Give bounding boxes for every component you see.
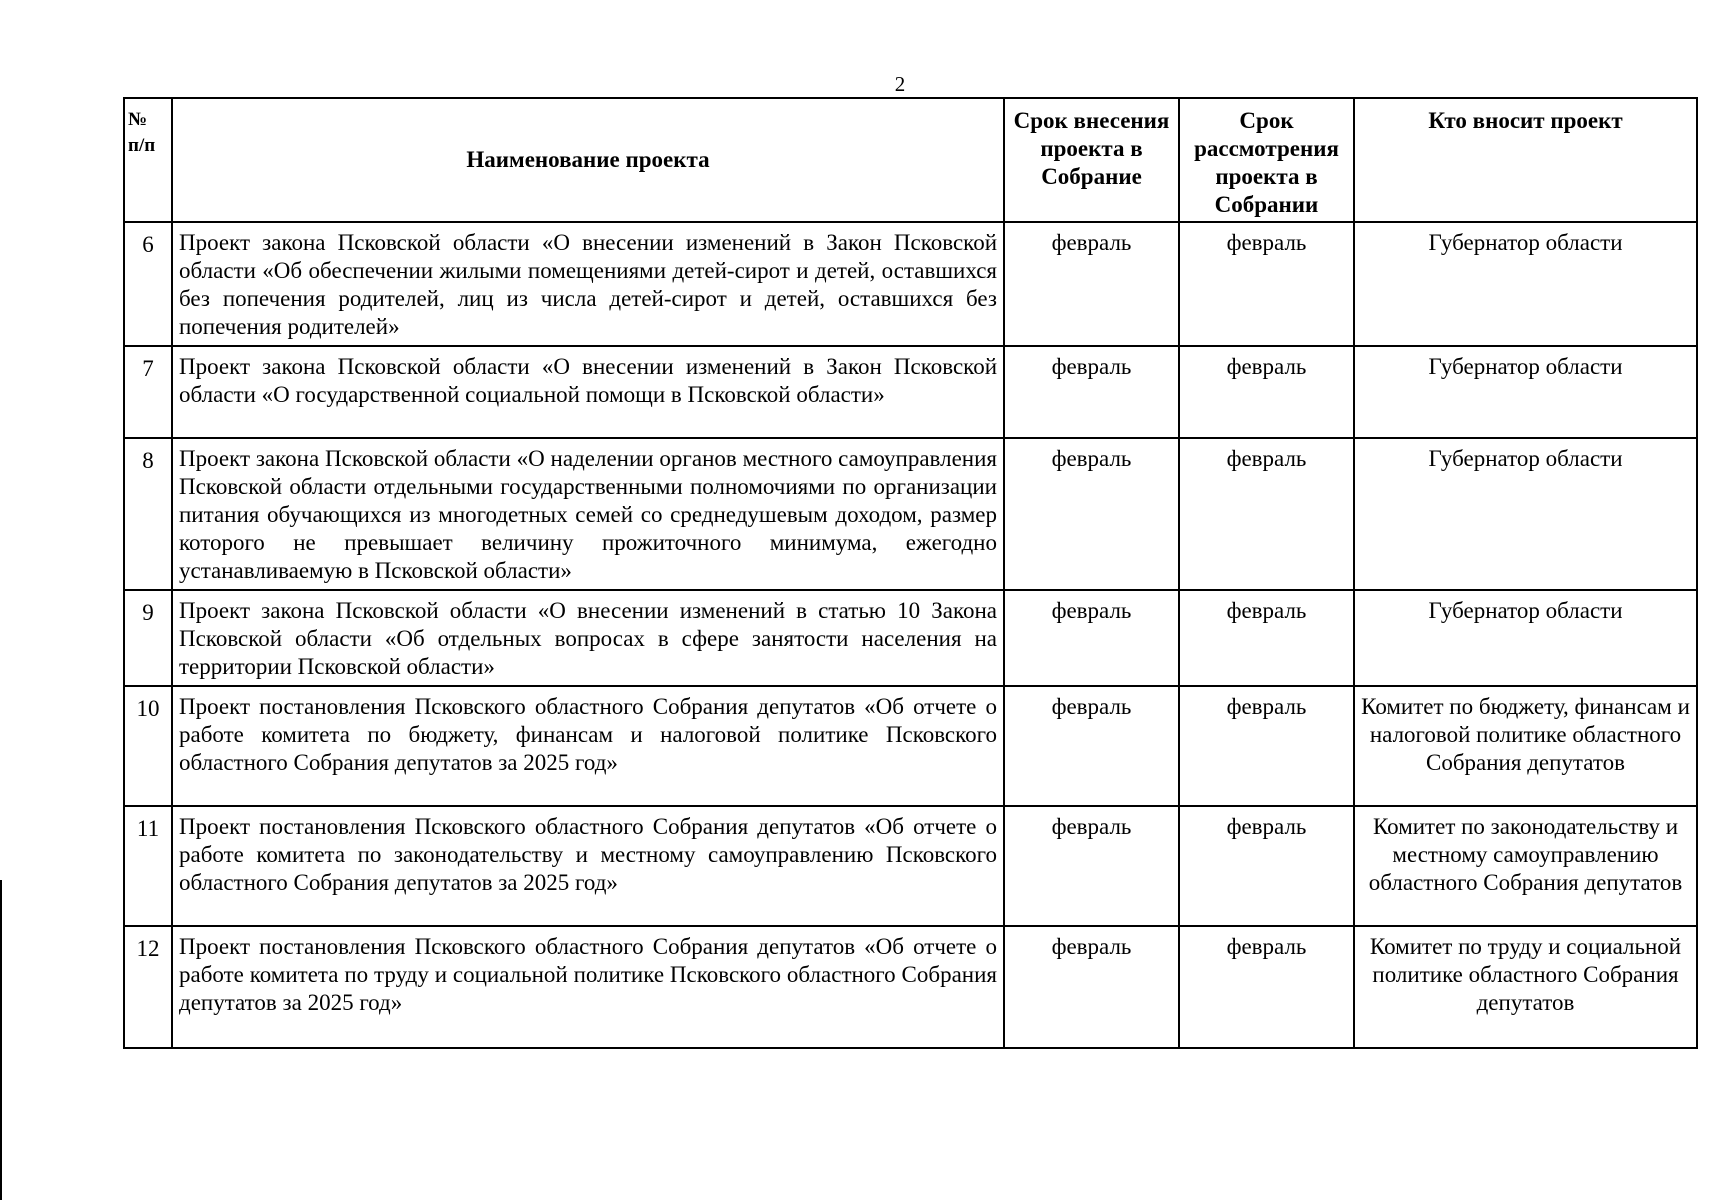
row-submission-month: февраль [1004, 590, 1179, 686]
row-project-name: Проект закона Псковской области «О внесении изменений в Закон Псковской области «Об обеспечении жилыми помещениями детей-сирот и детей, оставшихся без попечения родителей, лиц из числа детей-сирот и детей, оставшихся без попечения родителей» [172, 222, 1004, 346]
row-number: 12 [124, 926, 172, 1048]
row-review-month: февраль [1179, 806, 1354, 926]
header-submission-date: Срок внесения проекта в Собрание [1004, 98, 1179, 222]
table-row [124, 926, 1697, 1048]
scan-edge-line [0, 880, 2, 1200]
row-project-name: Проект закона Псковской области «О внесении изменений в Закон Псковской области «О государственной социальной помощи в Псковской области» [172, 346, 1004, 438]
row-submission-month: февраль [1004, 222, 1179, 346]
row-submission-month: февраль [1004, 926, 1179, 1048]
row-number: 10 [124, 686, 172, 806]
row-review-month: февраль [1179, 590, 1354, 686]
row-submitter: Комитет по бюджету, финансам и налоговой политике областного Собрания депутатов [1354, 686, 1697, 806]
row-submitter: Губернатор области [1354, 438, 1697, 590]
row-number: 6 [124, 222, 172, 346]
row-number: 9 [124, 590, 172, 686]
row-submitter: Губернатор области [1354, 590, 1697, 686]
table-row [124, 686, 1697, 806]
row-review-month: февраль [1179, 346, 1354, 438]
row-project-name: Проект закона Псковской области «О внесении изменений в статью 10 Закона Псковской области «Об отдельных вопросах в сфере занятости населения на территории Псковской области» [172, 590, 1004, 686]
row-submission-month: февраль [1004, 346, 1179, 438]
row-number: 8 [124, 438, 172, 590]
table-row [124, 222, 1697, 346]
row-number: 11 [124, 806, 172, 926]
header-review-date: Срок рассмотрения проекта в Собрании [1179, 98, 1354, 222]
plan-table [123, 97, 1698, 1049]
row-review-month: февраль [1179, 222, 1354, 346]
page-number: 2 [894, 72, 906, 96]
table-row [124, 806, 1697, 926]
row-review-month: февраль [1179, 926, 1354, 1048]
row-project-name: Проект постановления Псковского областного Собрания депутатов «Об отчете о работе комитета по труду и социальной политике Псковского областного Собрания депутатов за 2025 год» [172, 926, 1004, 1048]
header-number: № п/п [124, 98, 172, 222]
row-submitter: Комитет по труду и социальной политике областного Собрания депутатов [1354, 926, 1697, 1048]
row-submitter: Губернатор области [1354, 222, 1697, 346]
row-project-name: Проект закона Псковской области «О наделении органов местного самоуправления Псковской области отдельными государственными полномочиями по организации питания обучающихся из многодетных семей со среднедушевым доходом, размер которого не превышает величину прожиточного минимума, ежегодно устанавливаемую в Псковской области» [172, 438, 1004, 590]
row-submitter: Губернатор области [1354, 346, 1697, 438]
header-submitter: Кто вносит проект [1354, 98, 1697, 222]
row-submission-month: февраль [1004, 438, 1179, 590]
table-row [124, 438, 1697, 590]
row-number: 7 [124, 346, 172, 438]
row-project-name: Проект постановления Псковского областного Собрания депутатов «Об отчете о работе комитета по законодательству и местному самоуправлению Псковского областного Собрания депутатов за 2025 год» [172, 806, 1004, 926]
table-row [124, 590, 1697, 686]
row-review-month: февраль [1179, 438, 1354, 590]
row-project-name: Проект постановления Псковского областного Собрания депутатов «Об отчете о работе комитета по бюджету, финансам и налоговой политике Псковского областного Собрания депутатов за 2025 год» [172, 686, 1004, 806]
row-review-month: февраль [1179, 686, 1354, 806]
row-submission-month: февраль [1004, 806, 1179, 926]
table-header-row [124, 98, 1697, 222]
row-submitter: Комитет по законодательству и местному самоуправлению областного Собрания депутатов [1354, 806, 1697, 926]
header-project-name: Наименование проекта [172, 98, 1004, 222]
row-submission-month: февраль [1004, 686, 1179, 806]
table-row [124, 346, 1697, 438]
